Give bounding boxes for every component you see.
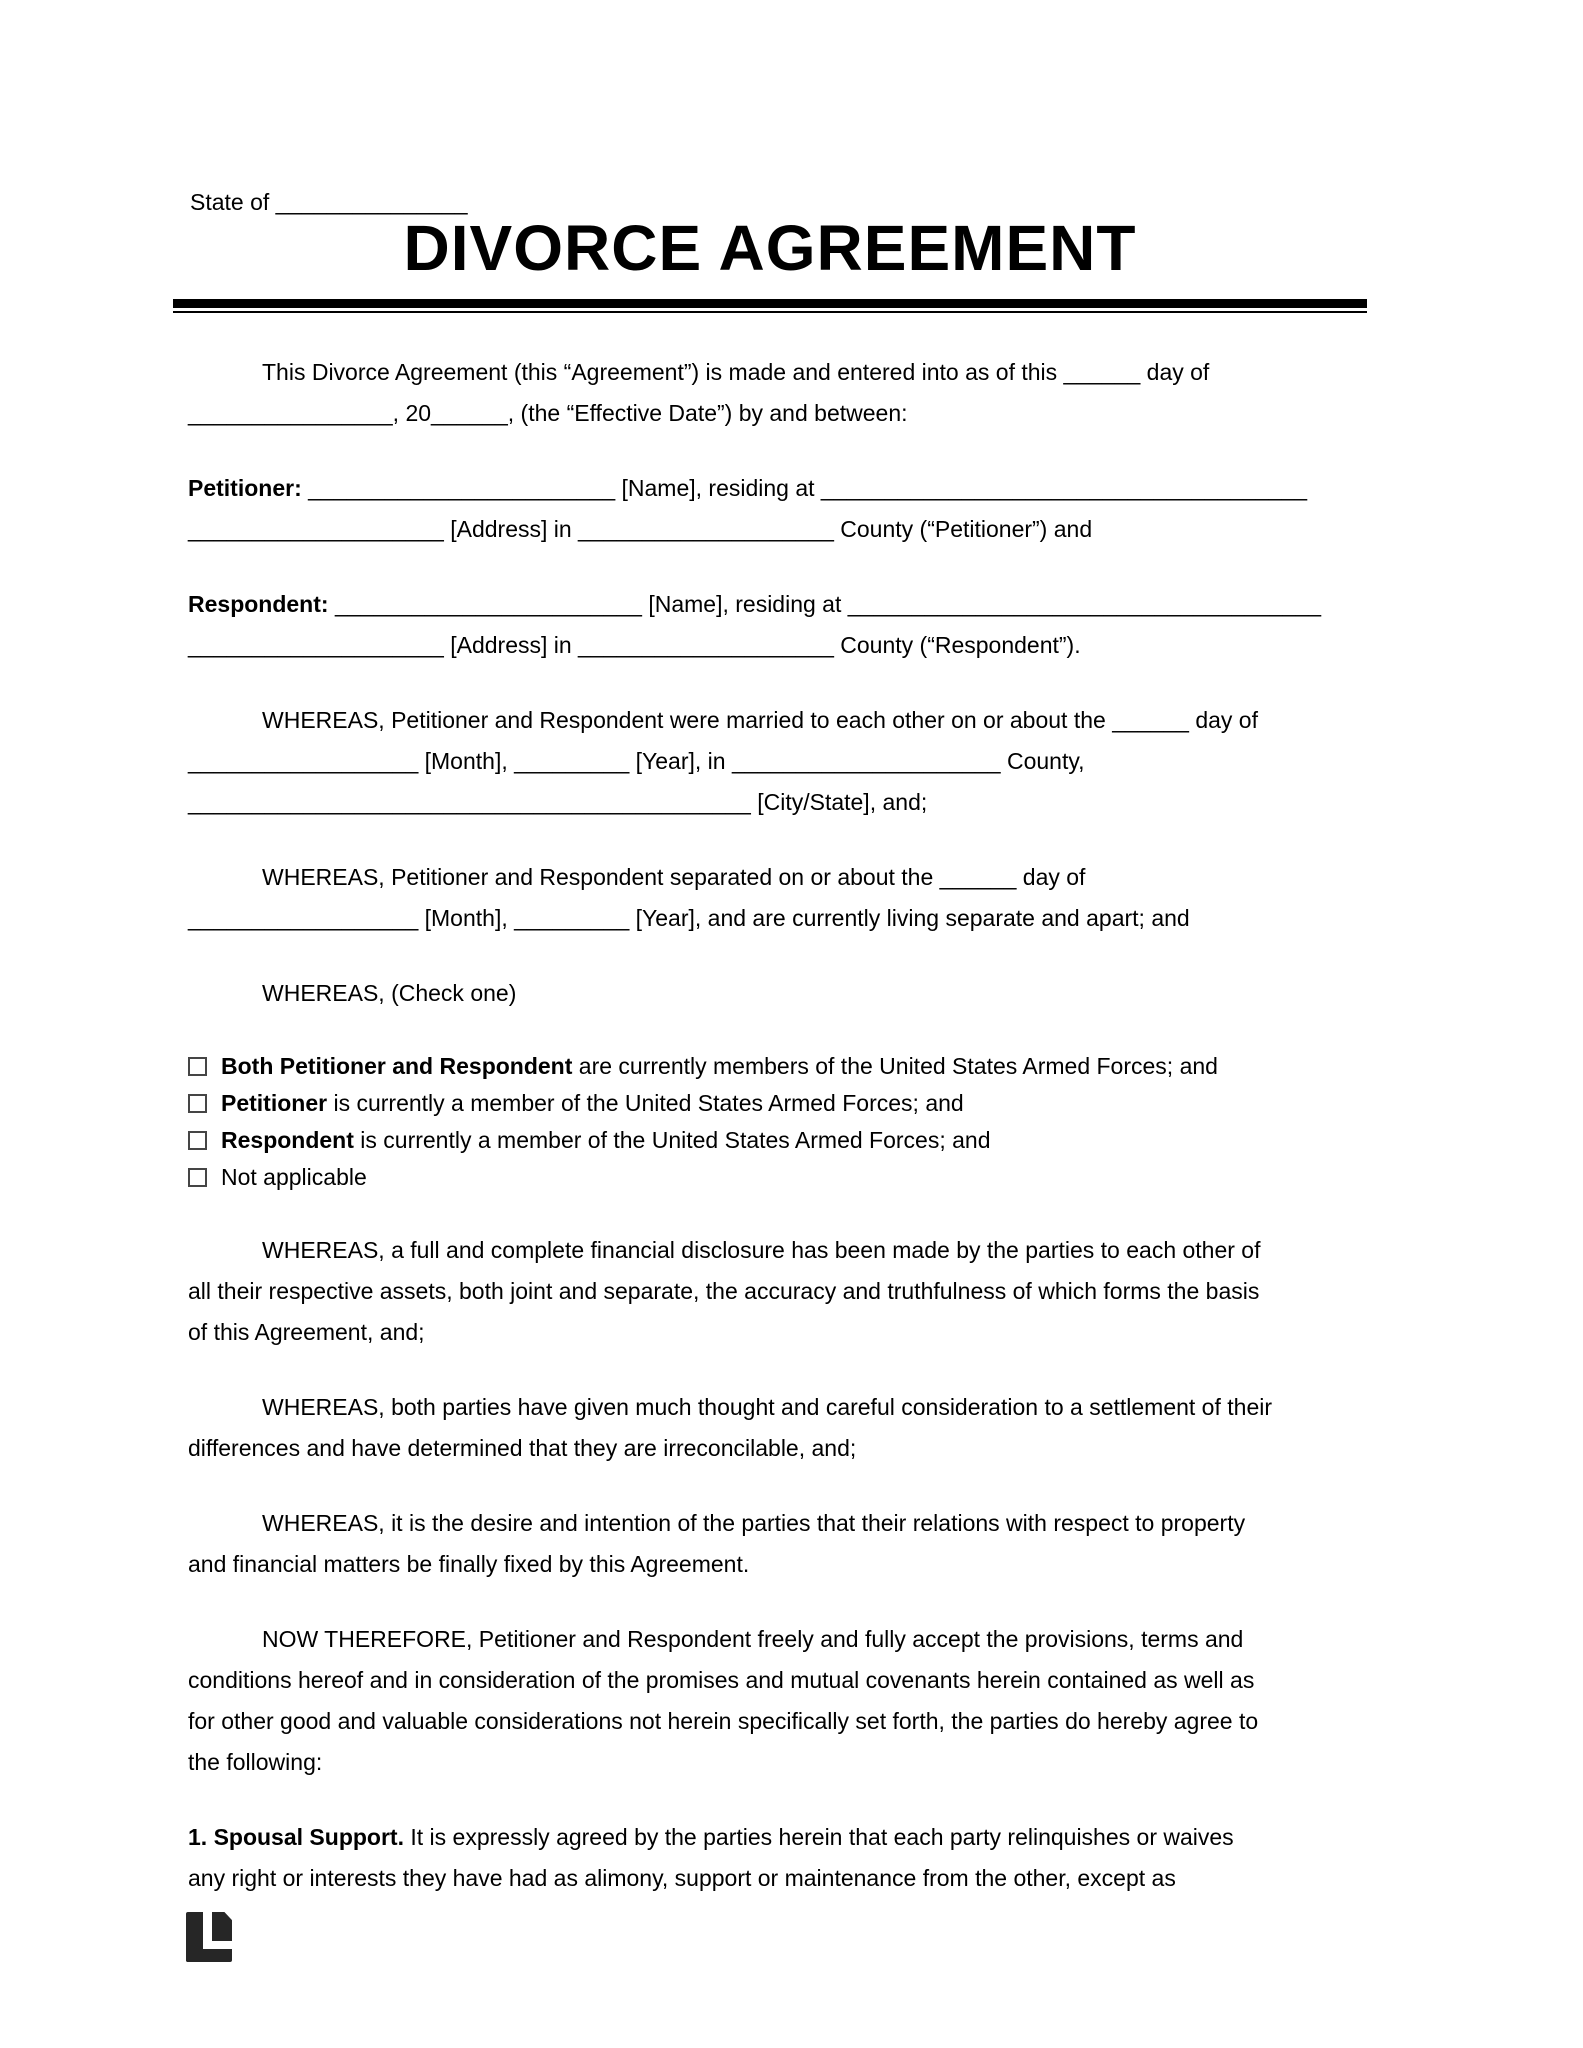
spousal-support-heading: 1. Spousal Support. <box>188 1824 404 1850</box>
checkbox-label-text: is currently a member of the United States Armed Forces; and <box>353 1127 991 1153</box>
state-of-blank: _______________ <box>275 189 468 215</box>
checkbox-row <box>188 1122 1388 1159</box>
checkbox-label-bold: Respondent <box>221 1127 354 1153</box>
checkbox-not-applicable[interactable] <box>188 1168 207 1187</box>
logo-l-foot <box>186 1949 232 1962</box>
legaltemplates-logo <box>186 1912 232 1962</box>
paragraph-line: WHEREAS, a full and complete financial disclosure has been made by the parties to each other of <box>262 1237 1261 1263</box>
spousal-support-line1-rest: It is expressly agreed by the parties herein that each party relinquishes or waives <box>403 1824 1234 1850</box>
checkbox-row <box>188 1048 1388 1085</box>
respondent-label: Respondent: <box>188 591 329 617</box>
paragraph-line: all their respective assets, both joint and separate, the accuracy and truthfulness of which forms the basis <box>188 1278 1260 1304</box>
spousal-support-section <box>188 1817 1388 1899</box>
whereas-check-one-line <box>188 973 1388 1014</box>
checkbox-row <box>188 1085 1388 1122</box>
paragraph-line: WHEREAS, it is the desire and intention of the parties that their relations with respect to property <box>262 1510 1246 1536</box>
armed-forces-checklist <box>188 1048 1388 1196</box>
checkbox-label <box>221 1159 367 1196</box>
paragraph-line <box>188 468 1388 509</box>
checkbox-label-bold: Petitioner <box>221 1090 328 1116</box>
paragraph-line: WHEREAS, Petitioner and Respondent were married to each other on or about the ______ day of <box>262 707 1258 733</box>
paragraph-line: and financial matters be finally fixed by this Agreement. <box>188 1551 750 1577</box>
state-of-label: State of <box>190 189 276 215</box>
petitioner-line1-rest: ________________________ [Name], residing at ______________________________________ <box>301 475 1308 501</box>
respondent-line1-rest: ________________________ [Name], residing at _____________________________________ <box>328 591 1322 617</box>
paragraph-line: WHEREAS, (Check one) <box>262 980 517 1006</box>
paragraph-line: the following: <box>188 1749 323 1775</box>
paragraph-line: differences and have determined that they are irreconcilable, and; <box>188 1435 857 1461</box>
logo-document-icon <box>212 1912 232 1941</box>
paragraph-line: for other good and valuable considerations not herein specifically set forth, the parties do hereby agree to <box>188 1708 1259 1734</box>
whereas-separated-clause <box>188 857 1388 939</box>
checkbox-both-armed-forces[interactable] <box>188 1057 207 1076</box>
checkbox-label <box>221 1048 1218 1085</box>
checkbox-petitioner-armed-forces[interactable] <box>188 1094 207 1113</box>
whereas-married-clause <box>188 700 1388 823</box>
paragraph-line: ____________________________________________ [City/State], and; <box>188 789 928 815</box>
paragraph-line: conditions hereof and in consideration of the promises and mutual covenants herein contained as well as <box>188 1667 1255 1693</box>
paragraph-line: WHEREAS, Petitioner and Respondent separated on or about the ______ day of <box>262 864 1086 890</box>
title-divider-rule <box>173 299 1367 313</box>
paragraph-line: __________________ [Month], _________ [Year], in _____________________ County, <box>188 748 1085 774</box>
checkbox-respondent-armed-forces[interactable] <box>188 1131 207 1150</box>
paragraph-line: ____________________ [Address] in ____________________ County (“Respondent”). <box>188 632 1081 658</box>
whereas-consideration-clause <box>188 1387 1388 1469</box>
paragraph-line: of this Agreement, and; <box>188 1319 425 1345</box>
petitioner-clause <box>188 468 1388 550</box>
checkbox-label-text: are currently members of the United States Armed Forces; and <box>572 1053 1218 1079</box>
paragraph-line <box>188 584 1388 625</box>
petitioner-label: Petitioner: <box>188 475 302 501</box>
whereas-financial-clause <box>188 1230 1388 1353</box>
paragraph-line: any right or interests they have had as alimony, support or maintenance from the other, except as <box>188 1865 1176 1891</box>
respondent-clause <box>188 584 1388 666</box>
page-title: DIVORCE AGREEMENT <box>403 212 1137 284</box>
checkbox-label-text: Not applicable <box>221 1164 367 1190</box>
paragraph-line: __________________ [Month], _________ [Year], and are currently living separate and apart; and <box>188 905 1190 931</box>
checkbox-label <box>221 1122 991 1159</box>
checkbox-label-text: is currently a member of the United States Armed Forces; and <box>327 1090 964 1116</box>
intro-paragraph <box>188 352 1388 434</box>
paragraph-line: ________________, 20______, (the “Effective Date”) by and between: <box>188 400 908 426</box>
document-body <box>188 352 1388 1899</box>
now-therefore-clause <box>188 1619 1388 1783</box>
paragraph-line: This Divorce Agreement (this “Agreement”) is made and entered into as of this ______ day of <box>262 359 1210 385</box>
paragraph-line: ____________________ [Address] in ____________________ County (“Petitioner”) and <box>188 516 1093 542</box>
paragraph-line <box>188 1817 1388 1858</box>
checkbox-label <box>221 1085 964 1122</box>
checkbox-row <box>188 1159 1388 1196</box>
paragraph-line: WHEREAS, both parties have given much thought and careful consideration to a settlement of their <box>262 1394 1273 1420</box>
checkbox-label-bold: Both Petitioner and Respondent <box>221 1053 573 1079</box>
whereas-desire-clause <box>188 1503 1388 1585</box>
paragraph-line: NOW THEREFORE, Petitioner and Respondent freely and fully accept the provisions, terms and <box>262 1626 1244 1652</box>
